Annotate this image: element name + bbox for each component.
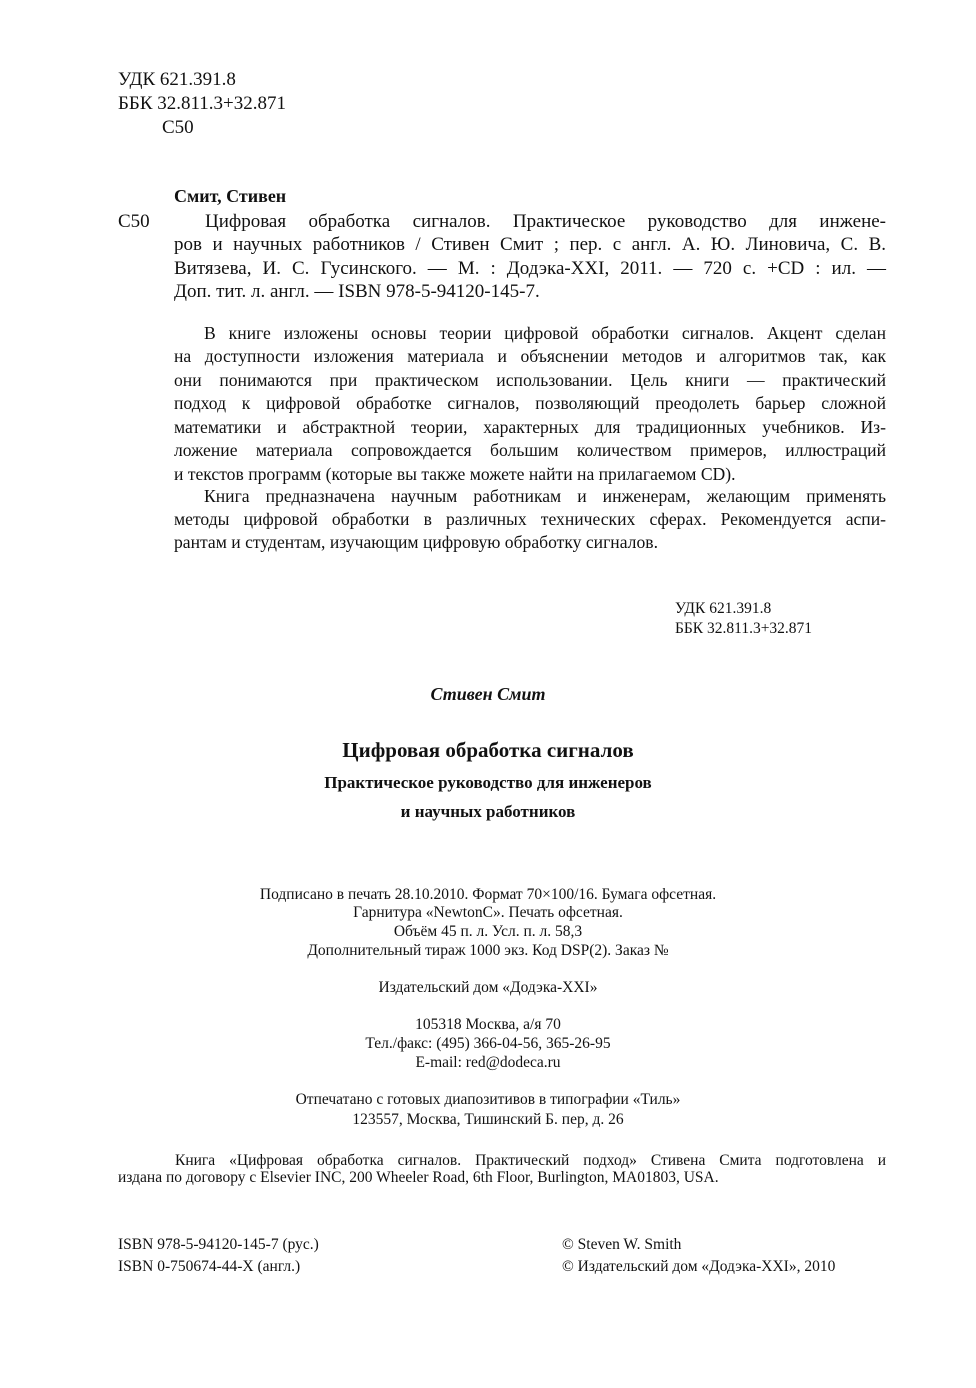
isbn-rus: ISBN 978-5-94120-145-7 (рус.) xyxy=(118,1236,319,1253)
publisher-address: 105318 Москва, а/я 70 xyxy=(415,1016,561,1033)
publisher-name: Издательский дом «Додэка-XXI» xyxy=(378,979,598,996)
imprint-line: Подписано в печать 28.10.2010. Формат 70×100/16. Бумага офсетная. xyxy=(259,886,717,903)
book-subtitle: и научных работников xyxy=(400,802,576,821)
card-line: ров и научных работников / Стивен Смит ; пер. с англ. А. Ю. Линовича, С. В. xyxy=(174,234,886,255)
card-line: Витязева, И. С. Гусинского. — М. : Додэка-XXI, 2011. — 720 с. +CD : ил. — xyxy=(174,258,886,279)
annotation-line: Книга предназначена научным работникам и инженерам, желающим применять xyxy=(204,486,886,506)
isbn-eng: ISBN 0-750674-44-X (англ.) xyxy=(118,1258,301,1275)
publisher-phone: Тел./факс: (495) 366-04-56, 365-26-95 xyxy=(365,1035,611,1052)
imprint-line: Объём 45 п. л. Усл. п. л. 58,3 xyxy=(393,923,583,940)
book-title: Цифровая обработка сигналов xyxy=(342,738,634,762)
printer-address: 123557, Москва, Тишинский Б. пер, д. 26 xyxy=(352,1111,624,1128)
card-line: Доп. тит. л. англ. — ISBN 978-5-94120-145-7. xyxy=(174,281,540,302)
card-mark: С50 xyxy=(118,211,150,232)
author-mark: С50 xyxy=(162,117,194,138)
annotation-line: на доступности изложения материала и объяснении методов и алгоритмов так, как xyxy=(174,346,886,366)
imprint-line: Гарнитура «NewtonC». Печать офсетная. xyxy=(353,904,623,921)
publisher-email: E-mail: red@dodeca.ru xyxy=(415,1054,561,1071)
copyright-publisher: © Издательский дом «Додэка-XXI», 2010 xyxy=(562,1258,836,1275)
copyright-author: © Steven W. Smith xyxy=(562,1236,682,1253)
annotation-line: подход к цифровой обработке сигналов, позволяющий преодолеть барьер сложной xyxy=(174,393,886,413)
license-line: Книга «Цифровая обработка сигналов. Практический подход» Стивена Смита подготовлена и xyxy=(175,1152,886,1169)
card-line: Цифровая обработка сигналов. Практическое руководство для инжене- xyxy=(205,211,886,232)
annotation-line: они понимаются при практическом использовании. Цель книги — практический xyxy=(174,370,886,390)
udk-code: УДК 621.391.8 xyxy=(118,69,236,90)
udk-code-right: УДК 621.391.8 xyxy=(675,600,772,617)
printer-line: Отпечатано с готовых диапозитивов в типографии «Тиль» xyxy=(295,1091,681,1108)
card-author: Смит, Стивен xyxy=(174,186,287,206)
imprint-line: Дополнительный тираж 1000 экз. Код DSP(2). Заказ № xyxy=(307,942,669,959)
title-author: Стивен Смит xyxy=(430,684,546,704)
annotation-line: математики и абстрактной теории, характерных для традиционных учебников. Из- xyxy=(174,417,886,437)
annotation-line: В книге изложены основы теории цифровой обработки сигналов. Акцент сделан xyxy=(204,323,886,343)
annotation-line: рантам и студентам, изучающим цифровую обработку сигналов. xyxy=(174,532,658,552)
bbk-code: ББК 32.811.3+32.871 xyxy=(118,93,287,114)
license-line: издана по договору с Elsevier INC, 200 Wheeler Road, 6th Floor, Burlington, MA01803, USA. xyxy=(118,1169,719,1186)
annotation-line: ложение материала сопровождается большим количеством примеров, иллюстраций xyxy=(174,440,886,460)
bbk-code-right: ББК 32.811.3+32.871 xyxy=(675,620,813,637)
annotation-line: методы цифровой обработки в различных технических сферах. Рекомендуется аспи- xyxy=(174,509,886,529)
annotation-line: и текстов программ (которые вы также можете найти на прилагаемом CD). xyxy=(174,464,736,484)
book-subtitle: Практическое руководство для инженеров xyxy=(324,773,652,792)
